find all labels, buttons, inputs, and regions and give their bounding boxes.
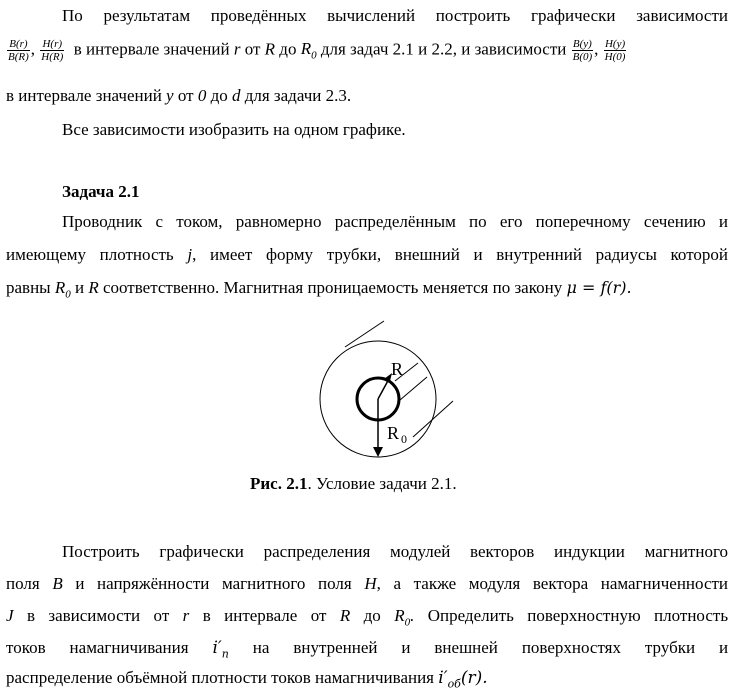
label-r: R [391,359,404,379]
para3-line2: имеющему плотность j, имеет форму трубки, внешний и внутренний радиусы которой [6,245,728,264]
para4-line4: токов намагничивания $i'_п$ на внутренней и внешней поверхностях трубки и [6,638,729,661]
para3-line3: равны $R_0$ и R соответственно. Магнитная проницаемость меняется по закону μ = f(r). [6,278,632,301]
para1-line2: $\frac{B(r)}{B(R)}$ , $\frac{H(r)}{H(R)}$ в интервале значений r от R до $R_0$ для задач 2.1 и 2.2, и зависимости $\frac{B(y)}{B(0)}$ , $\frac{H(y)}{H(0)}$ [8,38,626,63]
para4-line3: J в зависимости от r в интервале от R до $R_0$. Определить поверхностную плотность [6,606,729,629]
fraction-h-y: $\frac{H(y)}{H(0)}$ [604,38,626,63]
para1-line3: в интервале значений y от 0 до d для задачи 2.3. [6,86,352,105]
task-title: Задача 2.1 [62,182,140,201]
figure-caption: Рис. 2.1. Условие задачи 2.1. [250,474,457,493]
figure-tube-diagram [300,305,470,465]
fraction-b-y: $\frac{B(y)}{B(0)}$ [572,38,593,63]
para2: Все зависимости изобразить на одном графике. [62,120,406,139]
para4-line2: поля B и напряжённости магнитного поля H, а также модуля вектора намагниченности [6,574,729,593]
label-r0-sub: 0 [401,432,407,446]
para1-line1: По результатам проведённых вычислений построить графически зависимости [62,6,728,25]
fraction-h-r: $\frac{H(r)}{H(R)}$ [41,38,64,63]
para4-line1: Построить графически распределения модулей векторов индукции магнитного [62,542,728,561]
para3-line1: Проводник с током, равномерно распределённым по его поперечному сечению и [62,212,728,231]
fraction-b-r: $\frac{B(r)}{B(R)}$ [8,38,29,63]
para4-line5: распределение объёмной плотности токов намагничивания $i'_{об}(r)$. [6,668,488,691]
label-r0: R [387,423,400,443]
